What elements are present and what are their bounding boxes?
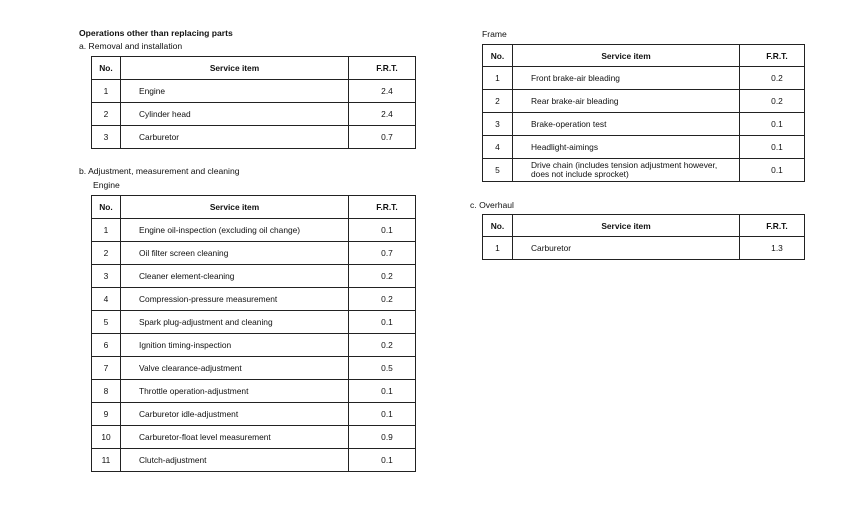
adjustment-measurement-table — [91, 195, 416, 472]
removal-installation-table — [91, 56, 416, 149]
row-no: 11 — [92, 449, 121, 472]
row-service-item: Carburetor — [121, 126, 349, 149]
row-service-item: Carburetor-float level measurement — [121, 426, 349, 449]
section-b-sublabel: Engine — [93, 180, 120, 190]
row-frt: 0.1 — [740, 136, 805, 159]
table-row — [92, 311, 416, 334]
row-frt: 0.2 — [740, 90, 805, 113]
row-service-item: Rear brake-air bleading — [513, 90, 740, 113]
table-row — [92, 265, 416, 288]
table-row — [483, 136, 805, 159]
table-row — [92, 288, 416, 311]
frame-label: Frame — [482, 29, 507, 39]
row-frt: 0.5 — [349, 357, 416, 380]
section-c-label: c. Overhaul — [470, 200, 514, 210]
table-row — [92, 334, 416, 357]
table-row — [483, 237, 805, 260]
row-frt: 0.7 — [349, 126, 416, 149]
row-service-item: Cylinder head — [121, 103, 349, 126]
row-frt: 0.7 — [349, 242, 416, 265]
table-row — [483, 113, 805, 136]
page-heading: Operations other than replacing parts — [79, 28, 233, 38]
table-row — [483, 67, 805, 90]
row-service-item: Cleaner element-cleaning — [121, 265, 349, 288]
table-row — [92, 426, 416, 449]
table-row — [92, 219, 416, 242]
row-no: 1 — [92, 80, 121, 103]
row-frt: 2.4 — [349, 103, 416, 126]
row-no: 1 — [483, 67, 513, 90]
table-row — [92, 80, 416, 103]
table-header-row — [92, 57, 416, 80]
row-frt: 0.1 — [349, 219, 416, 242]
row-no: 10 — [92, 426, 121, 449]
row-frt: 0.1 — [349, 449, 416, 472]
row-service-item: Clutch-adjustment — [121, 449, 349, 472]
row-no: 7 — [92, 357, 121, 380]
frame-table — [482, 44, 805, 182]
table-row — [92, 449, 416, 472]
table-row — [92, 380, 416, 403]
row-frt: 0.9 — [349, 426, 416, 449]
header-service-item: Service item — [513, 45, 740, 67]
row-frt: 0.1 — [740, 113, 805, 136]
row-service-item: Drive chain (includes tension adjustment however, does not include sprocket) — [513, 159, 740, 182]
section-b-label: b. Adjustment, measurement and cleaning — [79, 166, 240, 176]
header-no: No. — [92, 57, 121, 80]
table-row — [483, 90, 805, 113]
header-frt: F.R.T. — [740, 45, 805, 67]
row-frt: 0.2 — [740, 67, 805, 90]
row-frt: 0.2 — [349, 334, 416, 357]
table-row — [92, 357, 416, 380]
table-header-row — [483, 215, 805, 237]
row-no: 9 — [92, 403, 121, 426]
row-service-item: Valve clearance-adjustment — [121, 357, 349, 380]
row-service-item: Throttle operation-adjustment — [121, 380, 349, 403]
header-service-item: Service item — [121, 196, 349, 219]
header-frt: F.R.T. — [740, 215, 805, 237]
row-no: 2 — [483, 90, 513, 113]
row-no: 4 — [483, 136, 513, 159]
row-no: 3 — [483, 113, 513, 136]
row-frt: 0.2 — [349, 288, 416, 311]
row-no: 3 — [92, 265, 121, 288]
table-header-row — [483, 45, 805, 67]
row-frt: 2.4 — [349, 80, 416, 103]
table-row — [92, 126, 416, 149]
row-no: 3 — [92, 126, 121, 149]
table-row — [92, 403, 416, 426]
row-frt: 0.1 — [349, 380, 416, 403]
row-service-item: Ignition timing-inspection — [121, 334, 349, 357]
header-frt: F.R.T. — [349, 196, 416, 219]
row-service-item: Spark plug-adjustment and cleaning — [121, 311, 349, 334]
row-service-item: Carburetor — [513, 237, 740, 260]
table-row — [483, 159, 805, 182]
row-no: 4 — [92, 288, 121, 311]
row-no: 2 — [92, 242, 121, 265]
header-no: No. — [483, 45, 513, 67]
header-no: No. — [483, 215, 513, 237]
row-service-item: Carburetor idle-adjustment — [121, 403, 349, 426]
row-service-item: Engine — [121, 80, 349, 103]
row-no: 2 — [92, 103, 121, 126]
row-frt: 0.2 — [349, 265, 416, 288]
header-service-item: Service item — [121, 57, 349, 80]
table-row — [92, 103, 416, 126]
row-no: 1 — [92, 219, 121, 242]
header-service-item: Service item — [513, 215, 740, 237]
row-frt: 0.1 — [349, 311, 416, 334]
row-no: 6 — [92, 334, 121, 357]
row-no: 1 — [483, 237, 513, 260]
header-frt: F.R.T. — [349, 57, 416, 80]
table-header-row — [92, 196, 416, 219]
row-service-item: Engine oil-inspection (excluding oil change) — [121, 219, 349, 242]
row-service-item: Oil filter screen cleaning — [121, 242, 349, 265]
row-frt: 1.3 — [740, 237, 805, 260]
row-service-item: Front brake-air bleading — [513, 67, 740, 90]
row-service-item: Headlight-aimings — [513, 136, 740, 159]
header-no: No. — [92, 196, 121, 219]
row-no: 5 — [483, 159, 513, 182]
row-service-item: Compression-pressure measurement — [121, 288, 349, 311]
row-no: 5 — [92, 311, 121, 334]
row-service-item: Brake-operation test — [513, 113, 740, 136]
row-no: 8 — [92, 380, 121, 403]
overhaul-table — [482, 214, 805, 260]
section-a-label: a. Removal and installation — [79, 41, 183, 51]
row-frt: 0.1 — [740, 159, 805, 182]
row-frt: 0.1 — [349, 403, 416, 426]
table-row — [92, 242, 416, 265]
